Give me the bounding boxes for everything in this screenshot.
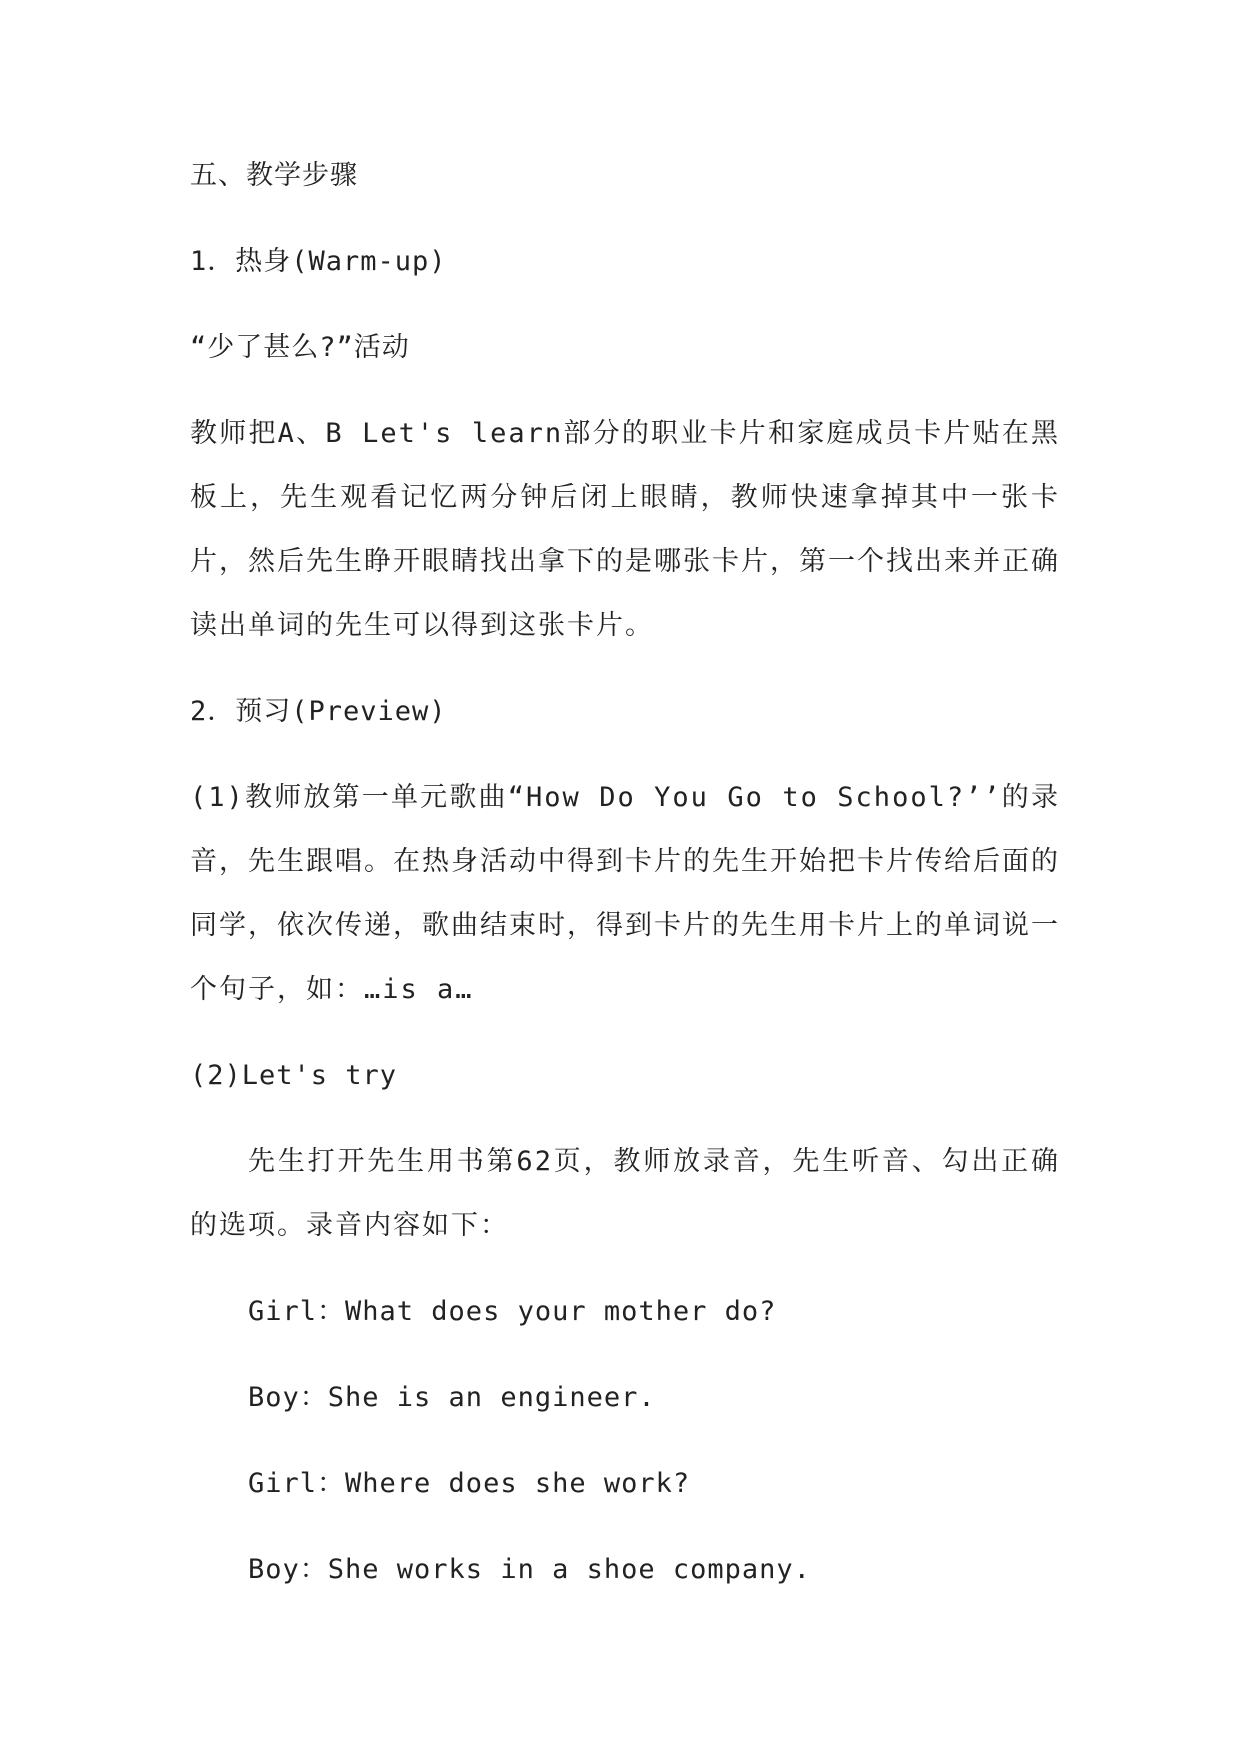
activity-paragraph: 教师把A、B Let's learn部分的职业卡片和家庭成员卡片贴在黑板上，先生观看记忆两分钟后闭上眼睛，教师快速拿掉其中一张卡片，然后先生睁开眼睛找出拿下的是哪张卡片，第一个找出来并正确读出单词的先生可以得到这张卡片。 <box>190 418 1060 641</box>
activity-title: “少了甚么?”活动 <box>190 332 410 363</box>
dialogue-line: Boy：She is an engineer. <box>248 1382 656 1413</box>
section-title: 五、教学步骤 <box>190 160 358 191</box>
step1-heading: 1．热身(Warm-up) <box>190 246 447 277</box>
dialogue-line: Girl：Where does she work? <box>248 1468 691 1499</box>
preview-2-heading: (2)Let's try <box>190 1060 398 1091</box>
dialogue-line: Boy：She works in a shoe company. <box>248 1554 811 1585</box>
document-body <box>190 156 1060 1636</box>
dialogue-line: Girl：What does your mother do? <box>248 1296 777 1327</box>
preview-1-paragraph: (1)教师放第一单元歌曲“How Do You Go to School?’’的录音，先生跟唱。在热身活动中得到卡片的先生开始把卡片传给后面的同学，依次传递，歌曲结束时，得到卡片的先生用卡片上的单词说一个句子，如：…is a… <box>190 782 1060 1005</box>
lets-try-paragraph: 先生打开先生用书第62页，教师放录音，先生听音、勾出正确的选项。录音内容如下： <box>190 1146 1060 1241</box>
step2-heading: 2．预习(Preview) <box>190 696 447 727</box>
